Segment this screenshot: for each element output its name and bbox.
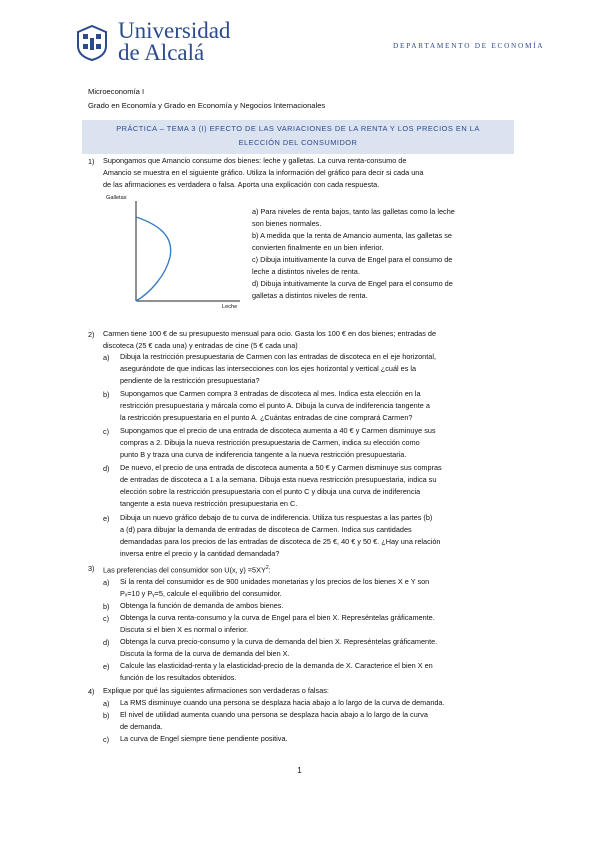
university-name-line2: de Alcalá — [118, 40, 205, 65]
income-consumption-graph — [104, 195, 244, 315]
question-3b-line: Obtenga la función de demanda de ambos bienes. — [120, 601, 284, 610]
question-3d-line: Obtenga la curva precio-consumo y la curva de demanda del bien X. Represéntelas gráficamente. — [120, 637, 438, 646]
question-4a-text — [120, 697, 445, 709]
question-2c-line: Supongamos que el precio de una entrada de discoteca aumenta a 40 € y Carmen disminuye sus — [120, 426, 436, 435]
question-1-option-line: galletas a distintos niveles de renta. — [252, 291, 368, 300]
banner-line-1: PRÁCTICA – TEMA 3 (I) EFECTO DE LAS VARIACIONES DE LA RENTA Y LOS PRECIOS EN LA — [116, 124, 480, 133]
question-3a-line: Si la renta del consumidor es de 900 unidades monetarias y los precios de los bienes X e Y son — [120, 577, 430, 586]
course-title: Microeconomía I — [88, 87, 145, 96]
question-3a-text — [120, 576, 429, 600]
question-4c-text — [120, 733, 288, 745]
question-2-intro-line: Carmen tiene 100 € de su presupuesto mensual para ocio. Gasta los 100 € en dos bienes; entradas de — [103, 329, 437, 338]
question-3c-line: Obtenga la curva renta-consumo y la curva de Engel para el bien X. Represéntelas gráficamente. — [120, 613, 435, 622]
question-3a-label: a) — [103, 578, 110, 587]
question-4b-text — [120, 709, 428, 733]
question-2b-line: restricción presupuestaria y márcala como el punto A. Dibuja la curva de indiferencia tangente a — [120, 401, 430, 410]
question-3c-line: Discuta si el bien X es normal o inferior. — [120, 625, 249, 634]
question-3b-text — [120, 600, 284, 612]
question-2-intro-line: discoteca (25 € cada una) y entradas de cine (5 € cada una) — [103, 341, 298, 350]
question-2e-line: inversa entre el precio y la cantidad demandada? — [120, 549, 280, 558]
question-2e-label: e) — [103, 514, 110, 523]
question-3-number: 3) — [88, 564, 95, 573]
question-1-option-line: c) Dibuja intuitivamente la curva de Engel para el consumo de — [252, 255, 453, 264]
question-3d-line: Discuta la forma de la curva de demanda del bien X. — [120, 649, 290, 658]
question-1-line: Supongamos que Amancio consume dos bienes: leche y galletas. La curva renta-consumo de — [103, 156, 407, 165]
question-2b-line: Supongamos que Carmen compra 3 entradas de discoteca al mes. Indica esta elección en la — [120, 389, 421, 398]
question-2c-label: c) — [103, 427, 110, 436]
question-3a-line: Pₓ=10 y Pᵧ=5, calcule el equilibrio del consumidor. — [120, 589, 282, 598]
question-2a-line: Dibuja la restricción presupuestaria de Carmen con las entradas de discoteca en el eje horizontal, — [120, 352, 436, 361]
question-2b-line: la restricción presupuestaria en el punto A. ¿Cuántas entradas de cine comprará Carmen? — [120, 413, 413, 422]
department-name: DEPARTAMENTO DE ECONOMÍA — [393, 41, 545, 50]
question-3-intro-colon: : — [268, 565, 271, 575]
question-2-intro — [103, 328, 436, 352]
question-2e-line: demandadas para los precios de las entradas de discoteca de 25 €, 40 € y 50 €. ¿Hay una relación — [120, 537, 441, 546]
page-number: 1 — [297, 766, 302, 775]
question-1-option-line: son bienes normales. — [252, 219, 322, 228]
question-3d-label: d) — [103, 638, 110, 647]
question-3c-label: c) — [103, 614, 110, 623]
question-4c-line: La curva de Engel siempre tiene pendiente positiva. — [120, 734, 288, 743]
question-1-line: de las afirmaciones es verdadera o falsa. Aporta una explicación con cada respuesta. — [103, 180, 380, 189]
question-2d-line: De nuevo, el precio de una entrada de discoteca aumenta a 50 € y Carmen disminuye sus compras — [120, 463, 442, 472]
question-1-option-line: d) Dibuja intuitivamente la curva de Engel para el consumo de — [252, 279, 453, 288]
question-1-option-line: a) Para niveles de renta bajos, tanto las galletas como la leche — [252, 207, 455, 216]
question-2e-line: Dibuja un nuevo gráfico debajo de tu curva de indiferencia. Utiliza tus respuestas a las partes (b) — [120, 513, 433, 522]
question-2d-text — [120, 462, 442, 510]
banner-line-2: ELECCIÓN DEL CONSUMIDOR — [238, 138, 358, 147]
question-2e-line: a (d) para dibujar la demanda de entradas de discoteca de Carmen. Indica sus cantidades — [120, 525, 412, 534]
question-2a-line: pendiente de la restricción presupuestaria? — [120, 376, 260, 385]
question-3d-text — [120, 636, 437, 660]
question-1-line: Amancio se muestra en el siguiente gráfico. Utiliza la información del gráfico para decir si cada una — [103, 168, 424, 177]
question-2c-line: compras a 2. Dibuja la nueva restricción presupuestaria de Carmen, indica su elección como — [120, 438, 420, 447]
degree-line: Grado en Economía y Grado en Economía y Negocios Internacionales — [88, 101, 326, 110]
question-2a-text — [120, 351, 436, 387]
question-2c-line: punto B y traza una curva de indiferencia tangente a la nueva restricción presupuestaria. — [120, 450, 407, 459]
question-2a-label: a) — [103, 353, 110, 362]
question-2d-line: elección sobre la restricción presupuestaria con el punto C y dibuja una curva de indiferencia — [120, 487, 421, 496]
question-2b-text — [120, 388, 430, 424]
question-2-number: 2) — [88, 330, 95, 339]
question-2d-line: tangente a esta nueva restricción presupuestaria en C. — [120, 499, 298, 508]
question-1-options — [252, 206, 455, 302]
question-4-intro: Explique por qué las siguientes afirmaciones son verdaderas o falsas: — [103, 686, 329, 695]
question-3-intro — [103, 562, 271, 576]
university-crest-logo — [72, 22, 112, 62]
question-3c-text — [120, 612, 435, 636]
university-name — [118, 20, 230, 64]
question-2d-line: de entradas de discoteca a 1 a la semana. Dibuja esta nueva restricción presupuestaria, indica su — [120, 475, 437, 484]
question-1-text — [103, 155, 423, 191]
university-name-line1: Universidad — [118, 18, 231, 43]
question-4b-line: de demanda. — [120, 722, 163, 731]
question-3e-label: e) — [103, 662, 110, 671]
question-2c-text — [120, 425, 436, 461]
question-4c-label: c) — [103, 735, 110, 744]
question-1-option-line: convierten finalmente en un bien inferior. — [252, 243, 384, 252]
question-3e-line: Calcule las elasticidad-renta y la elasticidad-precio de la demanda de X. Caracterice el bien X en — [120, 661, 433, 670]
question-3-intro-text: Las preferencias del consumidor son U(x, y) =5XY — [103, 565, 266, 575]
question-3-exponent: 2 — [265, 565, 269, 571]
question-4a-line: La RMS disminuye cuando una persona se desplaza hacia abajo a lo largo de la curva de demanda. — [120, 698, 445, 707]
question-4b-line: El nivel de utilidad aumenta cuando una persona se desplaza hacia abajo a lo largo de la curva — [120, 710, 428, 719]
question-4-number: 4) — [88, 687, 95, 696]
graph-y-axis-label: Galletas — [106, 195, 127, 201]
question-2a-line: asegurándote de que indicas las intersecciones con los ejes horizontal y vertical ¿cuál es la — [120, 364, 417, 373]
question-2e-text — [120, 512, 440, 560]
question-4a-label: a) — [103, 699, 110, 708]
question-2b-label: b) — [103, 390, 110, 399]
question-3e-text — [120, 660, 433, 684]
question-1-number: 1) — [88, 157, 95, 166]
question-3e-line: función de los resultados obtenidos. — [120, 673, 237, 682]
question-3b-label: b) — [103, 602, 110, 611]
question-2d-label: d) — [103, 464, 110, 473]
question-4b-label: b) — [103, 711, 110, 720]
question-1-option-line: leche a distintos niveles de renta. — [252, 267, 360, 276]
practice-title-banner — [82, 120, 514, 154]
question-1-option-line: b) A medida que la renta de Amancio aumenta, las galletas se — [252, 231, 452, 240]
graph-x-axis-label: Leche — [222, 304, 238, 310]
